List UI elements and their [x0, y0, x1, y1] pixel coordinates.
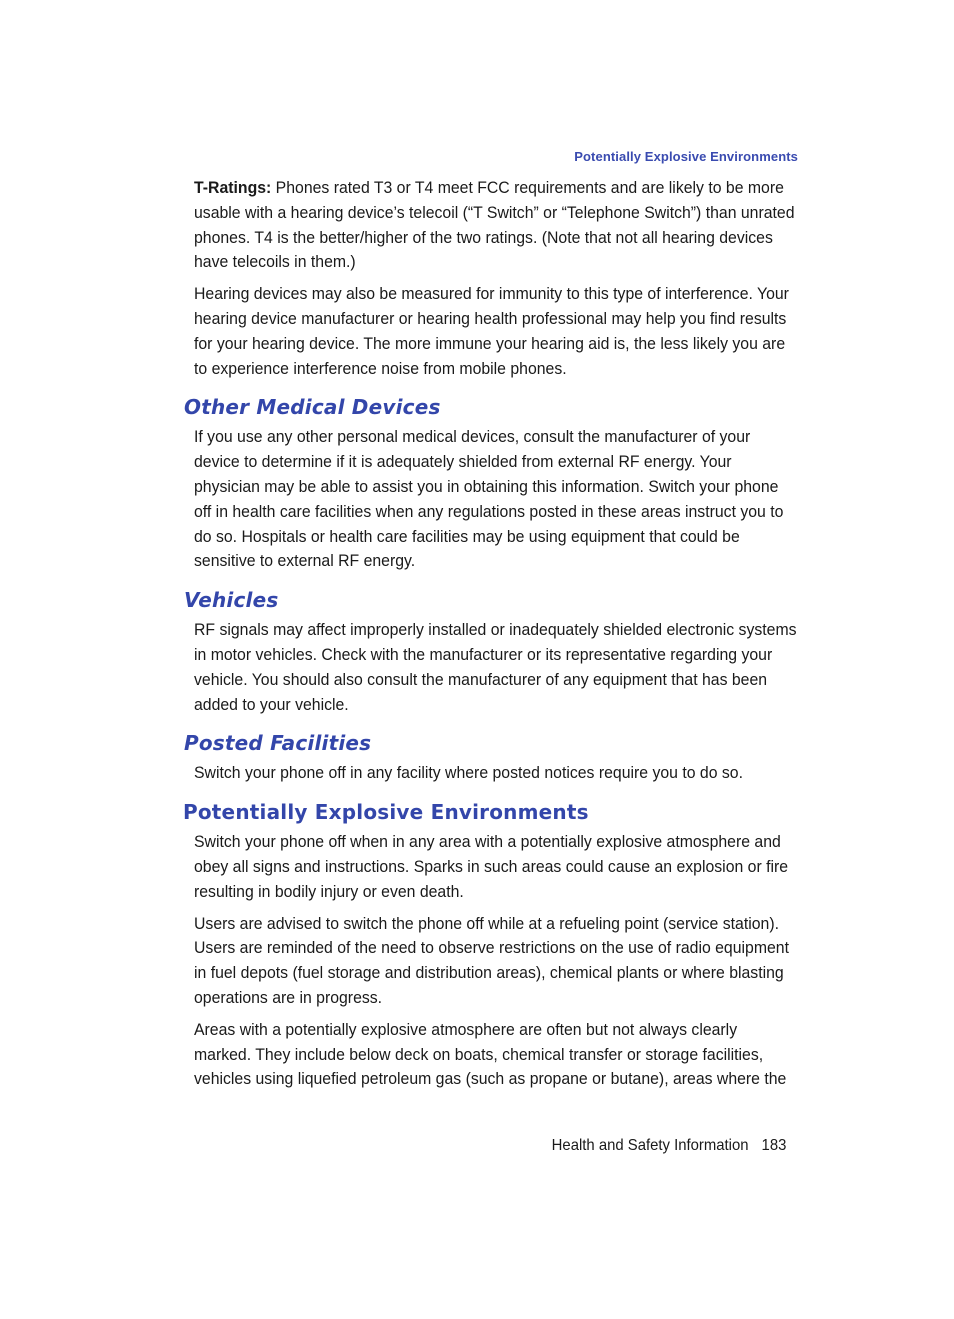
other-medical-devices-heading: Other Medical Devices — [184, 395, 441, 420]
posted-facilities-heading: Posted Facilities — [184, 731, 372, 756]
t-ratings-paragraph — [194, 176, 799, 275]
vehicles-heading: Vehicles — [184, 588, 279, 613]
t-ratings-label: T-Ratings: — [194, 178, 272, 197]
explosive-paragraph-2: Users are advised to switch the phone off while at a refueling point (service station). Users are reminded of the need to observe restrictions on the use of radio equipment in fuel depots (fuel storage and distribution areas), chemical plants or where blasting operations are in progress. — [194, 913, 789, 1007]
potentially-explosive-heading: Potentially Explosive Environments — [183, 800, 589, 825]
vehicles-paragraph: RF signals may affect improperly installed or inadequately shielded electronic systems in motor vehicles. Check with the manufacturer or its representative regarding your vehicle. You should also consult the manufacturer of any equipment that has been added to your vehicle. — [194, 620, 797, 714]
hearing-immunity-paragraph: Hearing devices may also be measured for immunity to this type of interference. Your hearing device manufacturer or hearing health professional may help you find results for your hearing device. The more immune your hearing aid is, the less likely you are to experience interference noise from mobile phones. — [194, 284, 789, 378]
page-footer — [551, 1137, 786, 1155]
footer-chapter: Health and Safety Information — [551, 1137, 749, 1154]
t-ratings-text: Phones rated T3 or T4 meet FCC requirements and are likely to be more usable with a hearing device’s telecoil (“T Switch” or “Telephone Switch”) than unrated phones. T4 is the better/higher of the two ratings. (Note that not all hearing devices have telecoils in them.) — [194, 178, 795, 272]
posted-facilities-paragraph: Switch your phone off in any facility where posted notices require you to do so. — [194, 763, 743, 783]
explosive-paragraph-3: Areas with a potentially explosive atmosphere are often but not always clearly marked. They include below deck on boats, chemical transfer or storage facilities, vehicles using liquefied petroleum gas (such as propane or butane), areas where the — [194, 1019, 787, 1089]
explosive-paragraph-1: Switch your phone off when in any area with a potentially explosive atmosphere and obey all signs and instructions. Sparks in such areas could cause an explosion or fire resulting in bodily injury or even death. — [194, 832, 789, 901]
running-header: Potentially Explosive Environments — [574, 149, 798, 164]
page-content — [0, 176, 954, 1092]
other-medical-devices-paragraph: If you use any other personal medical devices, consult the manufacturer of your device to determine if it is adequately shielded from external RF energy. Your physician may be able to assist you in obtaining this information. Switch your phone off in health care facilities when any regulations posted in these areas instruct you to do so. Hospitals or health care facilities may be using equipment that could be sensitive to external RF energy. — [194, 427, 784, 571]
page-number: 183 — [761, 1137, 786, 1154]
